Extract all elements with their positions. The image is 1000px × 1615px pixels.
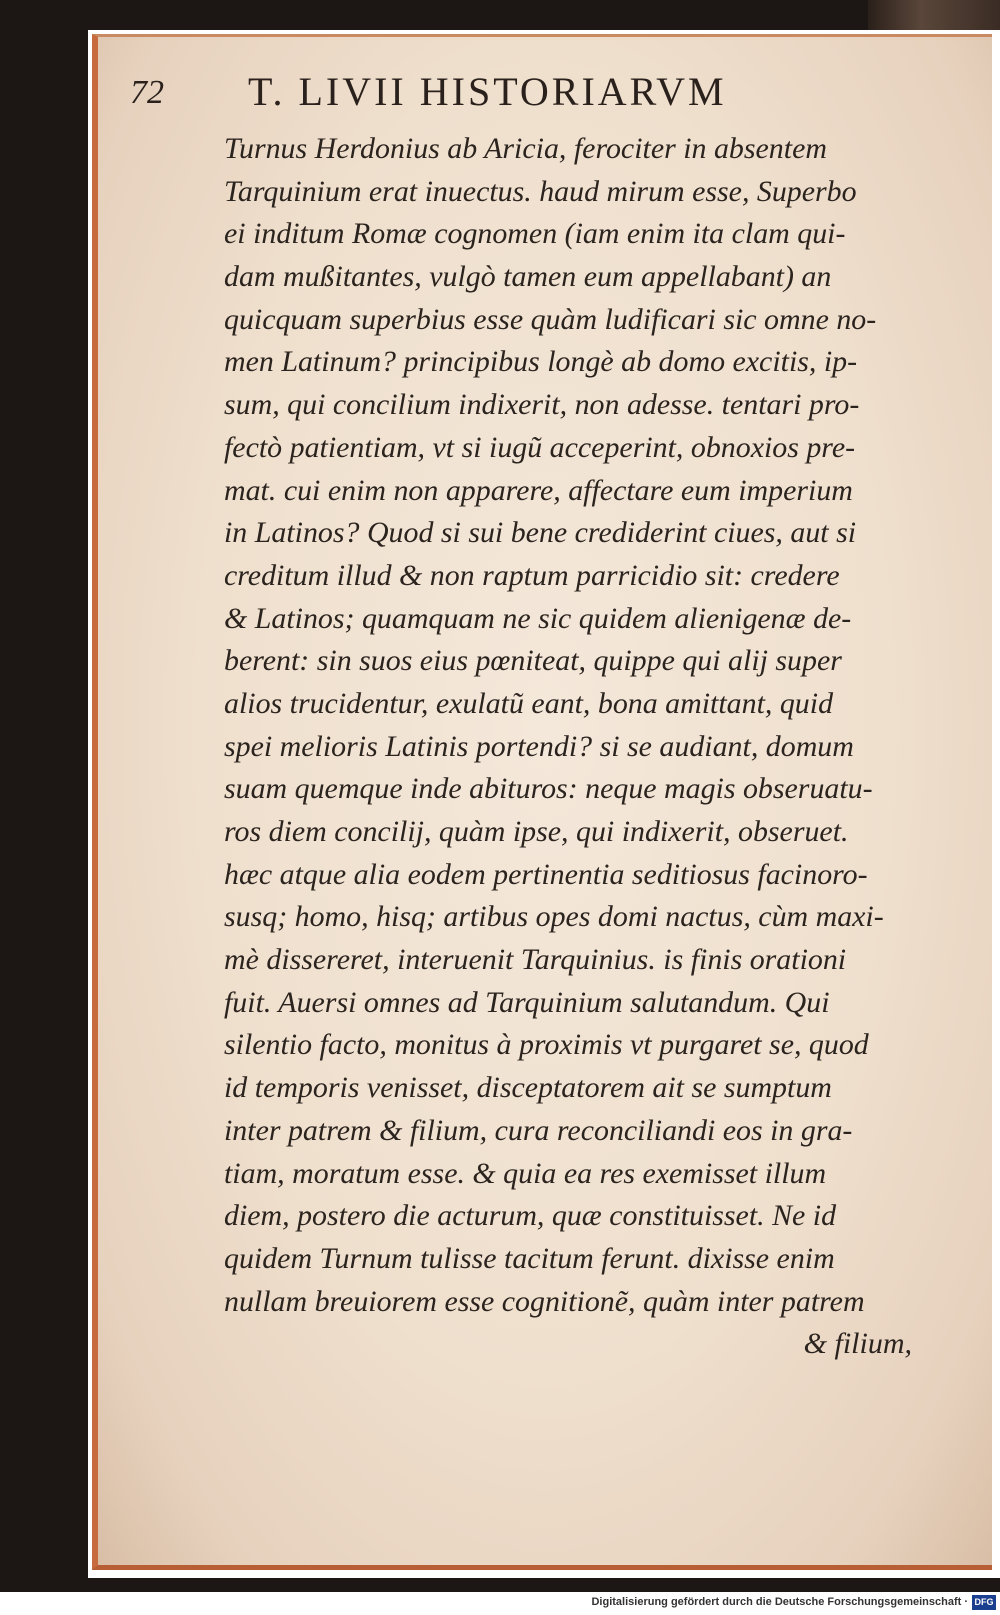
text-line: fuit. Auersi omnes ad Tarquinium salutandum. Qui xyxy=(224,985,830,1019)
text-line: & Latinos; quamquam ne sic quidem alienigenæ de- xyxy=(224,601,852,635)
text-line: in Latinos? Quod si sui bene crediderint ciues, aut si xyxy=(224,516,857,550)
text-line: berent: sin suos eius pœniteat, quippe qui alij super xyxy=(224,644,842,678)
page-number: 72 xyxy=(130,74,164,111)
text-line: alios trucidentur, exulatũ eant, bona amittant, quid xyxy=(224,686,834,720)
dfg-logo-icon: DFG xyxy=(972,1595,996,1610)
text-line: sum, qui concilium indixerit, non adesse. tentari pro- xyxy=(224,388,860,422)
text-line: susq; homo, hisq; artibus opes domi nactus, cùm maxi- xyxy=(224,900,884,934)
running-head xyxy=(130,56,850,116)
text-line: inter patrem & filium, cura reconciliandi eos in gra- xyxy=(224,1113,853,1147)
running-title: T. LIVII HISTORIARVM xyxy=(248,69,727,114)
text-line: tiam, moratum esse. & quia ea res exemisset illum xyxy=(224,1156,827,1190)
funding-credit: Digitalisierung gefördert durch die Deutsche Forschungsgemeinschaft · xyxy=(591,1596,968,1608)
text-line: quicquam superbius esse quàm ludificari sic omne no- xyxy=(224,302,877,336)
text-line: ei inditum Romæ cognomen (iam enim ita clam qui- xyxy=(224,217,846,251)
text-line: fectò patientiam, vt si iugũ acceperint, obnoxios pre- xyxy=(224,430,856,464)
text-line: ros diem concilij, quàm ipse, qui indixerit, obseruet. xyxy=(224,815,849,848)
text-line: id temporis venisset, disceptatorem ait se sumptum xyxy=(224,1071,832,1105)
text-line: quidem Turnum tulisse tacitum ferunt. dixisse enim xyxy=(224,1241,835,1275)
text-line: creditum illud & non raptum parricidio sit: credere xyxy=(224,558,840,592)
text-line: men Latinum? principibus longè ab domo excitis, ip- xyxy=(224,345,858,379)
text-line: nullam breuiorem esse cognitionẽ, quàm inter patrem xyxy=(224,1284,865,1318)
text-line: mat. cui enim non apparere, affectare eum imperium xyxy=(224,473,853,507)
text-line: dam mußitantes, vulgò tamen eum appellabant) an xyxy=(224,260,832,294)
book-edge xyxy=(868,0,1000,30)
text-line: hæc atque alia eodem pertinentia seditiosus facinoro- xyxy=(224,857,868,891)
text-line: Turnus Herdonius ab Aricia, ferociter in absentem xyxy=(224,132,827,165)
body-text xyxy=(224,128,914,1366)
text-line: spei melioris Latinis portendi? si se audiant, domum xyxy=(224,729,854,763)
catchword-line: & filium, xyxy=(803,1327,912,1361)
digitization-footer xyxy=(0,1592,1000,1615)
text-line: mè dissereret, interuenit Tarquinius. is finis orationi xyxy=(224,943,847,977)
text-line: diem, postero die acturum, quæ constituisset. Ne id xyxy=(224,1199,837,1233)
text-line: silentio facto, monitus à proximis vt purgaret se, quod xyxy=(224,1028,869,1062)
text-line: suam quemque inde abituros: neque magis obseruatu- xyxy=(224,772,873,806)
text-line: Tarquinium erat inuectus. haud mirum esse, Superbo xyxy=(224,174,857,208)
